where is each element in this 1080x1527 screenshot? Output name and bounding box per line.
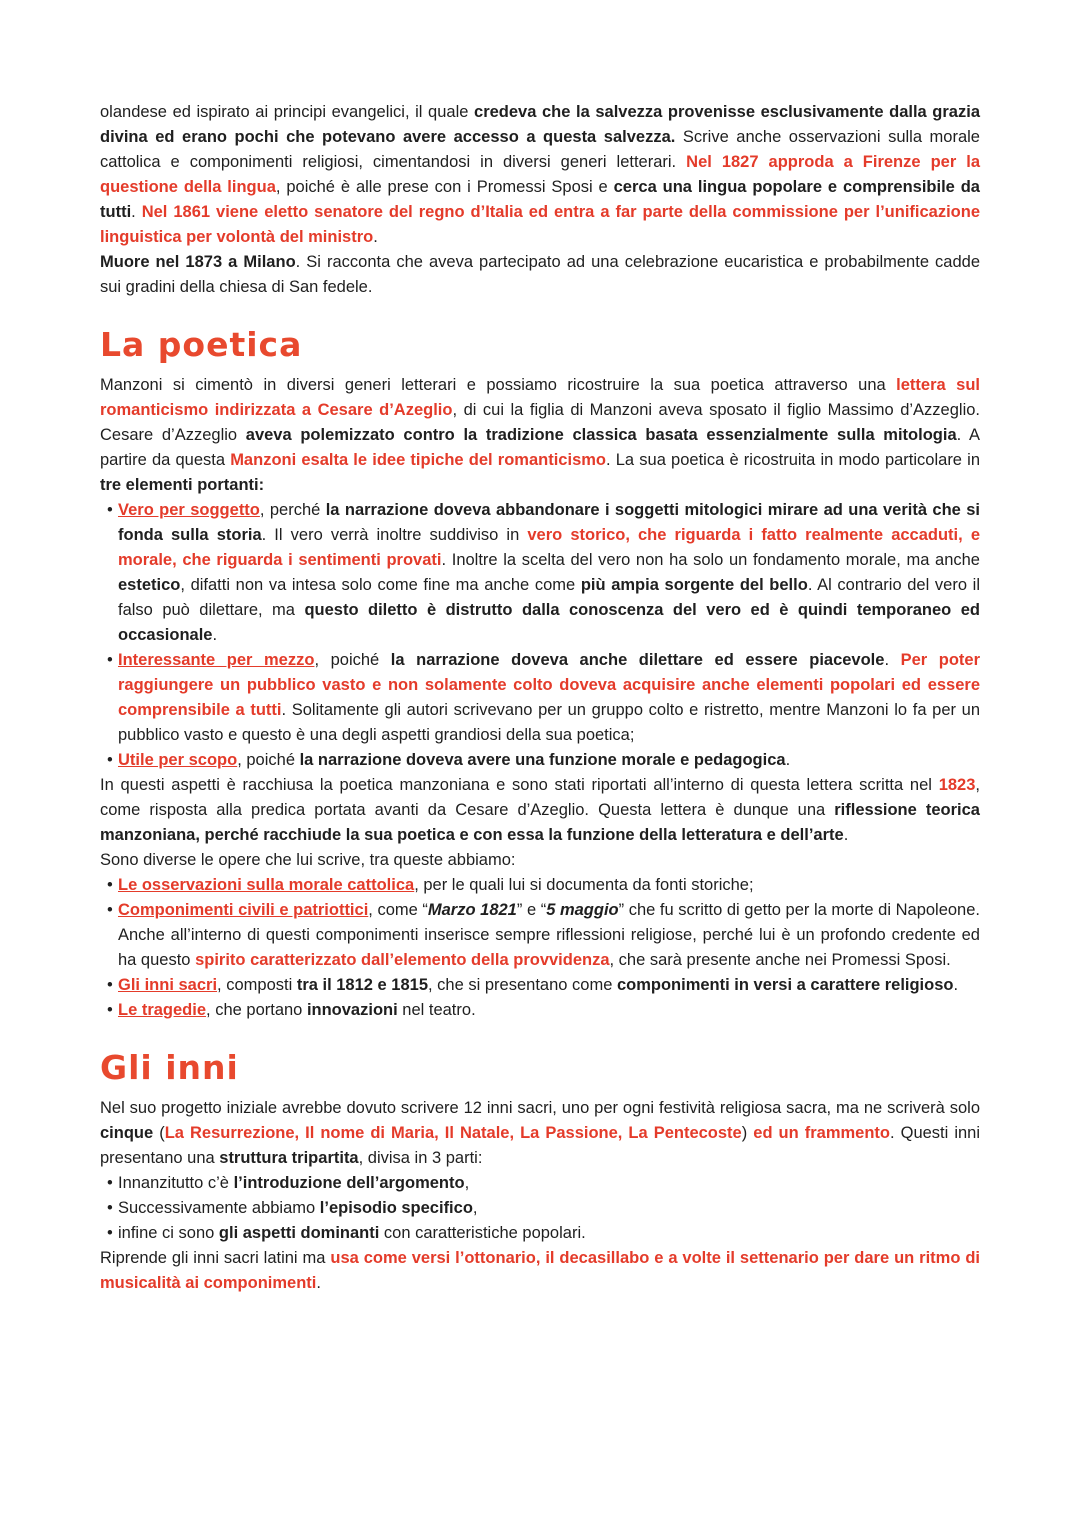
text-run: . Al contrario del vero il falso può dilettare, ma: [118, 576, 980, 619]
bullet-marker-icon: •: [107, 1199, 113, 1217]
text-run: Nel 1827 approda a Firenze per la questione della lingua: [100, 153, 981, 196]
text-run: Le osservazioni sulla morale cattolica: [118, 876, 415, 894]
bullet-marker-icon: •: [107, 651, 113, 669]
bullet-text: [118, 998, 980, 1023]
text-run: . A partire da questa: [100, 426, 981, 469]
text-run: .: [953, 976, 959, 994]
text-run: cerca una lingua popolare e comprensibile da tutti: [100, 178, 980, 221]
bullet-item: [100, 748, 980, 773]
text-run: questo diletto è distrutto dalla conoscenza del vero ed è quindi temporaneo ed occasionale: [118, 601, 980, 644]
bullet-marker-icon: •: [107, 501, 113, 519]
text-run: , poiché: [237, 751, 300, 769]
bullet-marker-icon: •: [107, 976, 113, 994]
text-run: Successivamente abbiamo: [118, 1199, 320, 1217]
paragraph: [100, 1246, 980, 1296]
bullet-marker-icon: •: [107, 1001, 113, 1019]
bullet-text: [118, 1196, 980, 1221]
paragraph: [100, 848, 980, 873]
bullet-marker-icon: •: [107, 901, 113, 919]
bullet-text: [118, 498, 980, 648]
text-run: tra il 1812 e 1815: [296, 976, 429, 994]
text-run: innovazioni: [306, 1001, 398, 1019]
paragraph: [100, 1096, 980, 1171]
text-run: (: [153, 1124, 165, 1142]
document-page: [100, 0, 980, 1296]
text-run: .: [785, 751, 791, 769]
text-run: . Il vero verrà inoltre suddiviso in: [261, 526, 528, 544]
text-run: ,: [472, 1199, 478, 1217]
text-run: cinque: [100, 1124, 154, 1142]
text-run: La Resurrezione, Il nome di Maria, Il Natale, La Passione, La Pentecoste: [164, 1124, 742, 1142]
text-run: , difatti non va intesa solo come fine ma anche come: [180, 576, 581, 594]
text-run: , che sarà presente anche nei Promessi Sposi.: [609, 951, 951, 969]
section-heading: La poetica: [100, 325, 303, 364]
text-run: più ampia sorgente del bello: [580, 576, 808, 594]
bullet-item: [100, 648, 980, 748]
text-run: Innanzitutto c’è: [118, 1174, 234, 1192]
text-run: Interessante per mezzo: [118, 651, 315, 669]
text-run: Sono diverse le opere che lui scrive, tra queste abbiamo:: [100, 851, 516, 869]
text-run: .: [131, 203, 142, 221]
bullet-item: [100, 998, 980, 1023]
text-run: ): [741, 1124, 754, 1142]
paragraph: [100, 100, 980, 250]
text-run: , divisa in 3 parti:: [358, 1149, 483, 1167]
text-run: Scrive anche osservazioni sulla morale cattolica e componimenti religiosi, cimentandosi in diversi generi letterari.: [100, 128, 980, 171]
text-run: tre elementi portanti:: [100, 476, 265, 494]
text-run: gli aspetti dominanti: [218, 1224, 380, 1242]
text-run: . Questi inni presentano una: [100, 1124, 981, 1167]
text-run: credeva che la salvezza provenisse esclusivamente dalla grazia divina ed erano pochi che potevano avere accesso a questa salvezza.: [100, 103, 980, 146]
text-run: aveva polemizzato contro la tradizione classica basata essenzialmente sulla mitologia: [245, 426, 957, 444]
text-run: spirito caratterizzato dall’elemento della provvidenza: [195, 951, 610, 969]
text-run: struttura tripartita: [219, 1149, 359, 1167]
text-run: Utile per scopo: [118, 751, 238, 769]
text-run: lettera sul romanticismo indirizzata a Cesare d’Azeglio: [100, 376, 980, 419]
bullet-item: [100, 1196, 980, 1221]
bullet-item: [100, 898, 980, 973]
text-run: ” e “: [516, 901, 547, 919]
bullet-item: [100, 498, 980, 648]
text-run: .: [843, 826, 849, 844]
text-run: Nel suo progetto iniziale avrebbe dovuto scrivere 12 inni sacri, uno per ogni festività religiosa sacra, ma ne scriverà solo: [100, 1099, 980, 1117]
bullet-text: [118, 1171, 980, 1196]
text-run: . La sua poetica è ricostruita in modo particolare in: [606, 451, 981, 469]
text-run: , come risposta alla predica portata avanti da Cesare d’Azeglio. Questa lettera è dunque una: [100, 776, 980, 819]
paragraph: [100, 250, 980, 300]
text-run: In questi aspetti è racchiusa la poetica manzoniana e sono stati riportati all’interno di questa lettera scritta nel: [100, 776, 939, 794]
bullet-text: [118, 898, 980, 973]
text-run: 5 maggio: [546, 901, 619, 919]
text-run: . Solitamente gli autori scrivevano per un gruppo colto e ristretto, mentre Manzoni lo fa per un pubblico vasto e questo è una degli aspetti grandiosi della sua poetica;: [118, 701, 980, 744]
bullet-item: [100, 973, 980, 998]
text-run: Marzo 1821: [427, 901, 517, 919]
text-run: Muore nel 1873 a Milano: [100, 253, 296, 271]
text-run: , perché: [259, 501, 326, 519]
bullet-text: [118, 873, 980, 898]
text-run: Manzoni si cimentò in diversi generi letterari e possiamo ricostruire la sua poetica attraverso una: [100, 376, 897, 394]
text-run: .: [316, 1274, 321, 1292]
text-run: la narrazione doveva avere una funzione morale e pedagogica: [299, 751, 786, 769]
bullet-text: [118, 648, 980, 748]
text-run: con caratteristiche popolari.: [379, 1224, 586, 1242]
text-run: , per le quali lui si documenta da fonti storiche;: [414, 876, 754, 894]
text-run: , che portano: [206, 1001, 307, 1019]
text-run: .: [212, 626, 218, 644]
text-run: usa come versi l’ottonario, il decasillabo e a volte il settenario per dare un ritmo di musicalità ai componimenti: [100, 1249, 980, 1292]
text-run: Manzoni esalta le idee tipiche del romanticismo: [230, 451, 606, 469]
bullet-item: [100, 1221, 980, 1246]
text-run: ,: [464, 1174, 470, 1192]
text-run: , che si presentano come: [428, 976, 617, 994]
paragraph: [100, 773, 980, 848]
bullet-marker-icon: •: [107, 876, 113, 894]
text-run: la narrazione doveva abbandonare i soggetti mitologici mirare ad una verità che si fonda sulla storia: [118, 501, 980, 544]
text-run: Le tragedie: [118, 1001, 207, 1019]
text-run: Vero per soggetto: [118, 501, 260, 519]
section-heading: Gli inni: [100, 1048, 239, 1087]
text-run: riflessione teorica manzoniana, perché racchiude la sua poetica e con essa la funzione della letteratura e dell’arte: [100, 801, 980, 844]
bullet-text: [118, 748, 980, 773]
bullet-marker-icon: •: [107, 751, 113, 769]
text-run: . Inoltre la scelta del vero non ha solo un fondamento morale, ma anche: [441, 551, 980, 569]
text-run: .: [884, 651, 901, 669]
text-run: infine ci sono: [118, 1224, 219, 1242]
bullet-text: [118, 1221, 980, 1246]
text-run: , poiché: [314, 651, 391, 669]
text-run: l’introduzione dell’argomento: [233, 1174, 465, 1192]
text-run: ” che fu scritto di getto per la morte di Napoleone. Anche all’interno di questi componimenti inserisce sempre riflessioni religiose, perché lui è un profondo credente ed ha questo: [118, 901, 980, 969]
text-run: Riprende gli inni sacri latini ma: [100, 1249, 331, 1267]
text-run: .: [373, 228, 378, 246]
text-run: , di cui la figlia di Manzoni aveva sposato il figlio Massimo d’Azzeglio. Cesare d’Azzeglio: [100, 401, 980, 444]
text-run: 1823: [938, 776, 976, 794]
text-run: Per poter raggiungere un pubblico vasto e non solamente colto doveva acquisire anche elementi popolari ed essere comprensibile a tutti: [118, 651, 981, 719]
text-run: vero storico, che riguarda i fatto realmente accaduti, e morale, che riguarda i sentimenti provati: [118, 526, 980, 569]
text-run: , come “: [368, 901, 428, 919]
text-run: ed un frammento: [753, 1124, 890, 1142]
text-run: , poiché è alle prese con i Promessi Sposi e: [275, 178, 614, 196]
paragraph: [100, 373, 980, 498]
text-run: estetico: [118, 576, 181, 594]
bullet-text: [118, 973, 980, 998]
text-run: la narrazione doveva anche dilettare ed essere piacevole: [390, 651, 885, 669]
text-run: nel teatro.: [397, 1001, 476, 1019]
text-run: Nel 1861 viene eletto senatore del regno d’Italia ed entra a far parte della commissione per l’unificazione linguistica per volontà del ministro: [100, 203, 981, 246]
text-run: l’episodio specifico: [319, 1199, 473, 1217]
text-run: , composti: [217, 976, 297, 994]
text-run: olandese ed ispirato ai principi evangelici, il quale: [100, 103, 475, 121]
text-run: componimenti in versi a carattere religioso: [616, 976, 954, 994]
bullet-marker-icon: •: [107, 1224, 113, 1242]
text-run: Componimenti civili e patriottici: [118, 901, 369, 919]
bullet-marker-icon: •: [107, 1174, 113, 1192]
text-run: . Si racconta che aveva partecipato ad una celebrazione eucaristica e probabilmente cadde sui gradini della chiesa di San fedele.: [100, 253, 980, 296]
bullet-item: [100, 1171, 980, 1196]
bullet-item: [100, 873, 980, 898]
text-run: Gli inni sacri: [118, 976, 218, 994]
